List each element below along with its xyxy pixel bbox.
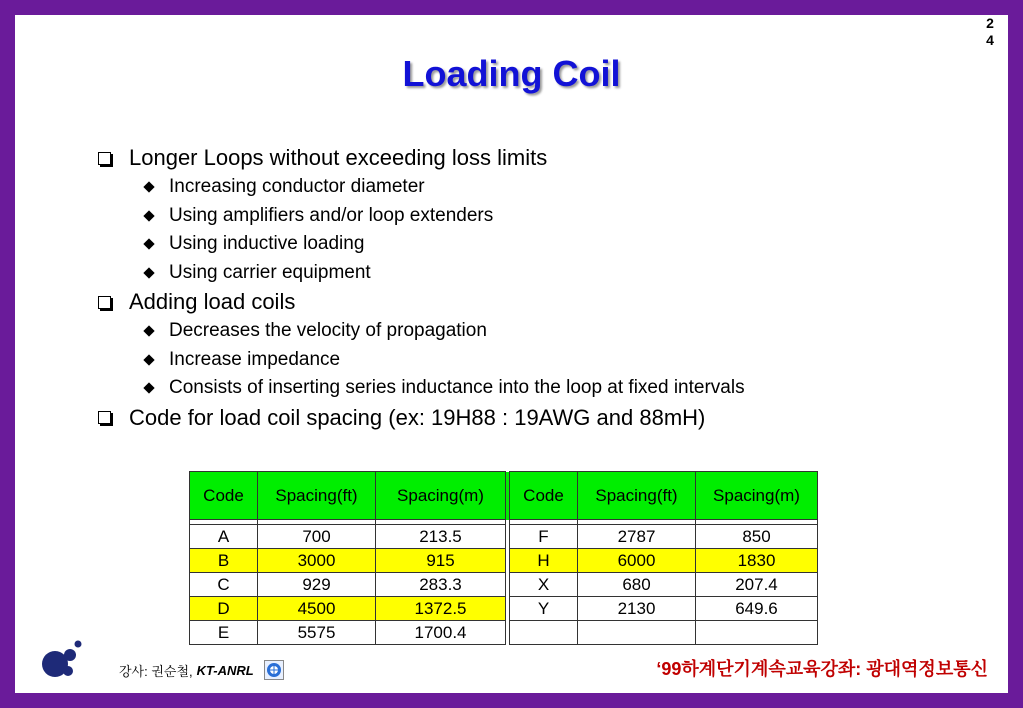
table-cell: A [190,525,258,549]
table-cell: 915 [376,549,506,573]
table-cell: 649.6 [696,597,818,621]
table-row [190,573,818,597]
table-header-cell: Spacing(m) [696,472,818,520]
table-cell: D [190,597,258,621]
coil-spacing-table [189,471,818,645]
organization-name: KT-ANRL [196,662,254,678]
footer-instructor [119,660,284,680]
table-header-row [190,472,818,520]
table-header-cell: Spacing(m) [376,472,506,520]
table-header-cell: Spacing(ft) [578,472,696,520]
page-number-digit-1: 2 [986,15,994,31]
diamond-bullet-icon [143,354,154,365]
checkbox-bullet-icon [98,411,111,424]
diamond-bullet-icon [143,326,154,337]
sub-bullet-text: Using inductive loading [169,233,365,254]
emblem-icon [264,660,284,680]
checkbox-bullet-icon [98,296,111,309]
sub-bullet-item [95,173,975,202]
table-cell: 1700.4 [376,621,506,645]
sub-bullet-text: Consists of inserting series inductance into the loop at fixed intervals [169,377,745,398]
bullet-item [95,143,975,173]
bullet-item [95,403,975,433]
table-cell: 2130 [578,597,696,621]
table-cell: 4500 [258,597,376,621]
table-row-highlighted [190,597,818,621]
sub-bullet-text: Increase impedance [169,348,341,370]
bullet-text: Code for load coil spacing (ex: 19H88 : 19AWG and 88mH) [129,404,706,430]
bubble-logo-icon [37,635,87,685]
table-cell: 700 [258,525,376,549]
instructor-name: 강사: 권순철, [119,663,193,679]
diamond-bullet-icon [143,182,154,193]
table-cell: Y [510,597,578,621]
table-cell: 1372.5 [376,597,506,621]
table-cell: 1830 [696,549,818,573]
table-cell: 3000 [258,549,376,573]
sub-bullet-text: Using amplifiers and/or loop extenders [169,204,494,226]
bullet-text: Longer Loops without exceeding loss limits [129,145,548,170]
table-cell [696,621,818,645]
bullet-list [95,143,975,433]
bullet-item [95,287,975,317]
table-cell: 2787 [578,525,696,549]
sub-bullet-item [95,317,975,346]
bullet-text: Adding load coils [129,289,296,314]
sub-bullet-text: Using carrier equipment [169,261,371,283]
table-cell [510,621,578,645]
sub-bullet-item [95,202,975,231]
sub-bullet-item [95,346,975,375]
table-cell: 929 [258,573,376,597]
table-header-cell: Code [510,472,578,520]
table-cell: F [510,525,578,549]
table-cell: E [190,621,258,645]
table-row-highlighted [190,549,818,573]
table-cell: B [190,549,258,573]
table-cell: 6000 [578,549,696,573]
sub-bullet-item [95,259,975,288]
table-cell: 850 [696,525,818,549]
table-cell: X [510,573,578,597]
diamond-bullet-icon [143,239,154,250]
table-cell [578,621,696,645]
sub-bullet-text: Increasing conductor diameter [169,176,425,197]
sub-bullet-text: Decreases the velocity of propagation [169,320,487,341]
table-cell: 5575 [258,621,376,645]
diamond-bullet-icon [143,383,154,394]
table-cell: 213.5 [376,525,506,549]
table-cell: 680 [578,573,696,597]
table-row [190,621,818,645]
table-header-cell: Code [190,472,258,520]
page-number-digit-2: 4 [986,32,994,48]
slide [15,15,1008,693]
sub-bullet-item [95,374,975,403]
page-number [984,15,996,49]
table-cell: H [510,549,578,573]
diamond-bullet-icon [143,267,154,278]
diamond-bullet-icon [143,210,154,221]
table-cell: C [190,573,258,597]
footer-course-title: ‘99하계단기계속교육강좌: 광대역정보통신 [656,659,988,679]
table-header-cell: Spacing(ft) [258,472,376,520]
sub-bullet-item [95,230,975,259]
table-cell: 283.3 [376,573,506,597]
slide-title: Loading Coil [402,53,621,94]
checkbox-bullet-icon [98,152,111,165]
table-row [190,525,818,549]
table-cell: 207.4 [696,573,818,597]
